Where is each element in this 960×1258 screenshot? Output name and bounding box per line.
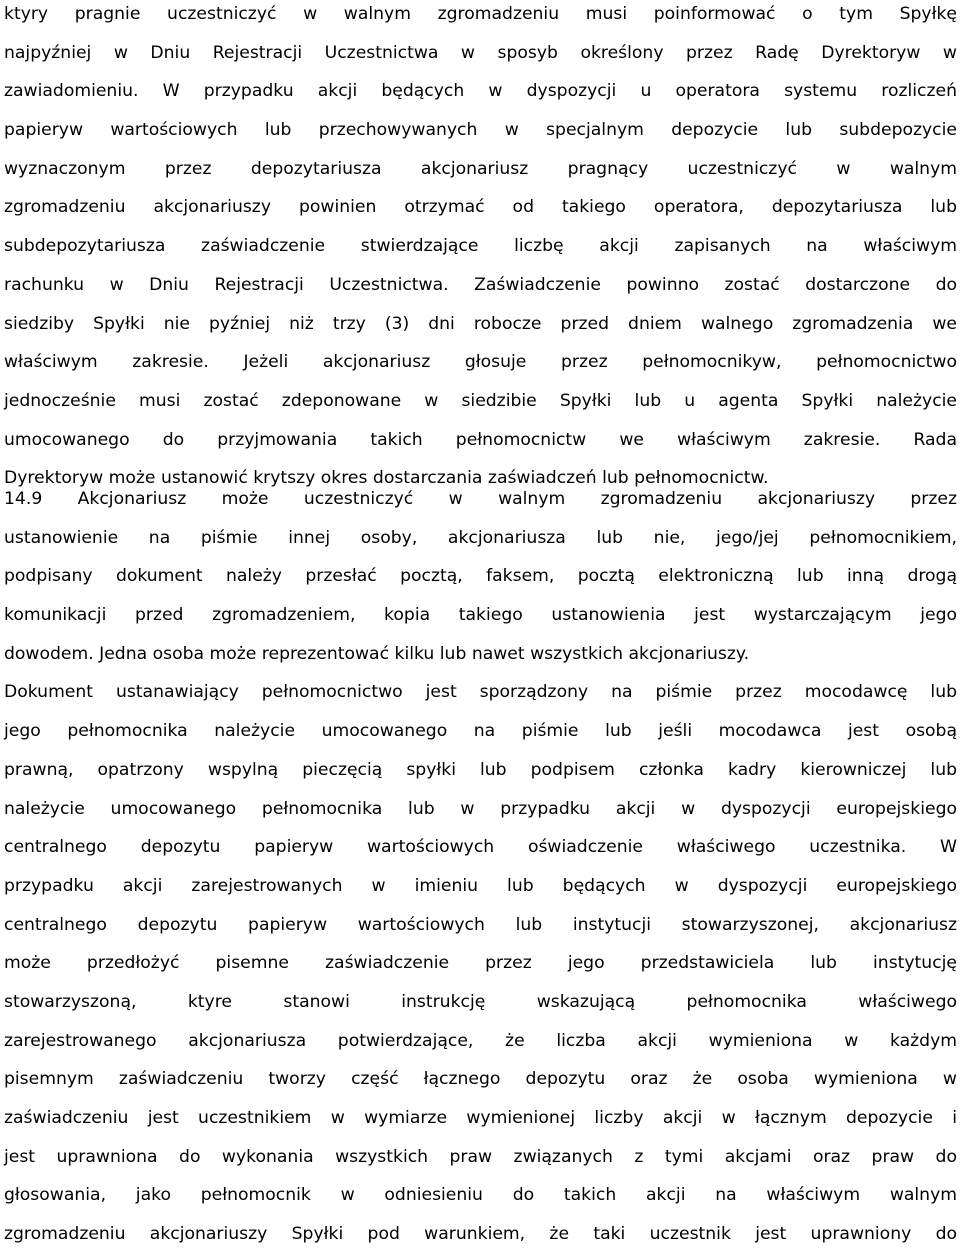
text-line: najpyźniej w Dniu Rejestracji Uczestnictwa w sposyb określony przez Radę Dyrektoryw w bbox=[4, 42, 957, 63]
text-line: zgromadzeniu akcjonariuszy powinien otrzymać od takiego operatora, depozytariusza lub bbox=[4, 197, 957, 218]
text-line: głosowania, jako pełnomocnik w odniesieniu do takich akcji na właściwym walnym bbox=[4, 1185, 957, 1206]
text-line: centralnego depozytu papieryw wartościowych lub instytucji stowarzyszonej, akcjonariusz bbox=[4, 914, 957, 935]
text-line: subdepozytariusza zaświadczenie stwierdzające liczbę akcji zapisanych na właściwym bbox=[4, 236, 957, 257]
text-line: 14.9 Akcjonariusz może uczestniczyć w walnym zgromadzeniu akcjonariuszy przez bbox=[4, 489, 957, 509]
text-line: papieryw wartościowych lub przechowywanych w specjalnym depozycie lub subdepozycie bbox=[4, 120, 957, 141]
text-line: centralnego depozytu papieryw wartościowych oświadczenie właściwego uczestnika. W bbox=[4, 837, 957, 858]
text-line: jednocześnie musi zostać zdeponowane w siedzibie Spyłki lub u agenta Spyłki należycie bbox=[4, 390, 957, 411]
text-line: Dokument ustanawiający pełnomocnictwo jest sporządzony na piśmie przez mocodawcę lub bbox=[4, 682, 957, 703]
text-line: stowarzyszoną, ktyre stanowi instrukcję wskazującą pełnomocnika właściwego bbox=[4, 991, 957, 1012]
text-line: wyznaczonym przez depozytariusza akcjonariusz pragnący uczestniczyć w walnym bbox=[4, 158, 957, 179]
text-line: podpisany dokument należy przesłać pocztą, faksem, pocztą elektroniczną lub inną drogą bbox=[4, 566, 957, 587]
text-line: Dyrektoryw może ustanowić krytszy okres dostarczania zaświadczeń lub pełnomocnictw. bbox=[4, 468, 769, 489]
text-line: pisemnym zaświadczeniu tworzy część łącznego depozytu oraz że osoba wymieniona w bbox=[4, 1069, 957, 1090]
text-line: zgromadzeniu akcjonariuszy Spyłki pod warunkiem, że taki uczestnik jest uprawniony do bbox=[4, 1224, 957, 1245]
text-line: jego pełnomocnika należycie umocowanego na piśmie lub jeśli mocodawca jest osobą bbox=[4, 721, 957, 742]
paragraph-attendance-notice bbox=[4, 0, 957, 498]
text-line: prawną, opatrzony wspylną pieczęcią spyłki lub podpisem członka kadry kierowniczej lub bbox=[4, 759, 957, 780]
text-line: zarejestrowanego akcjonariusza potwierdzające, że liczba akcji wymieniona w każdym bbox=[4, 1030, 957, 1051]
text-line: należycie umocowanego pełnomocnika lub w przypadku akcji w dyspozycji europejskiego bbox=[4, 798, 957, 819]
text-line: przypadku akcji zarejestrowanych w imieniu lub będących w dyspozycji europejskiego bbox=[4, 875, 957, 896]
text-line: rachunku w Dniu Rejestracji Uczestnictwa. Zaświadczenie powinno zostać dostarczone do bbox=[4, 274, 957, 295]
text-line: umocowanego do przyjmowania takich pełnomocnictw we właściwym zakresie. Rada bbox=[4, 429, 957, 450]
text-line: ustanowienie na piśmie innej osoby, akcjonariusza lub nie, jego/jej pełnomocnikiem, bbox=[4, 527, 957, 548]
text-line: siedziby Spyłki nie pyźniej niż trzy (3) dni robocze przed dniem walnego zgromadzenia we bbox=[4, 313, 957, 334]
text-line: ktyry pragnie uczestniczyć w walnym zgromadzeniu musi poinformować o tym Spyłkę bbox=[4, 4, 957, 24]
text-line: jest uprawniona do wykonania wszystkich praw związanych z tymi akcjami oraz praw do bbox=[4, 1146, 957, 1167]
text-line: może przedłożyć pisemne zaświadczenie przez jego przedstawiciela lub instytucję bbox=[4, 953, 957, 974]
text-line: komunikacji przed zgromadzeniem, kopia takiego ustanowienia jest wystarczającym jego bbox=[4, 605, 957, 626]
paragraph-14-9-proxy bbox=[4, 480, 957, 1254]
text-line: zaświadczeniu jest uczestnikiem w wymiarze wymienionej liczby akcji w łącznym depozycie i bbox=[4, 1108, 957, 1128]
text-line: zawiadomieniu. W przypadku akcji będących w dyspozycji u operatora systemu rozliczeń bbox=[4, 81, 957, 102]
text-line: właściwym zakresie. Jeżeli akcjonariusz głosuje przez pełnomocnikyw, pełnomocnictwo bbox=[4, 352, 957, 373]
text-line: dowodem. Jedna osoba może reprezentować kilku lub nawet wszystkich akcjonariuszy. bbox=[4, 643, 750, 664]
